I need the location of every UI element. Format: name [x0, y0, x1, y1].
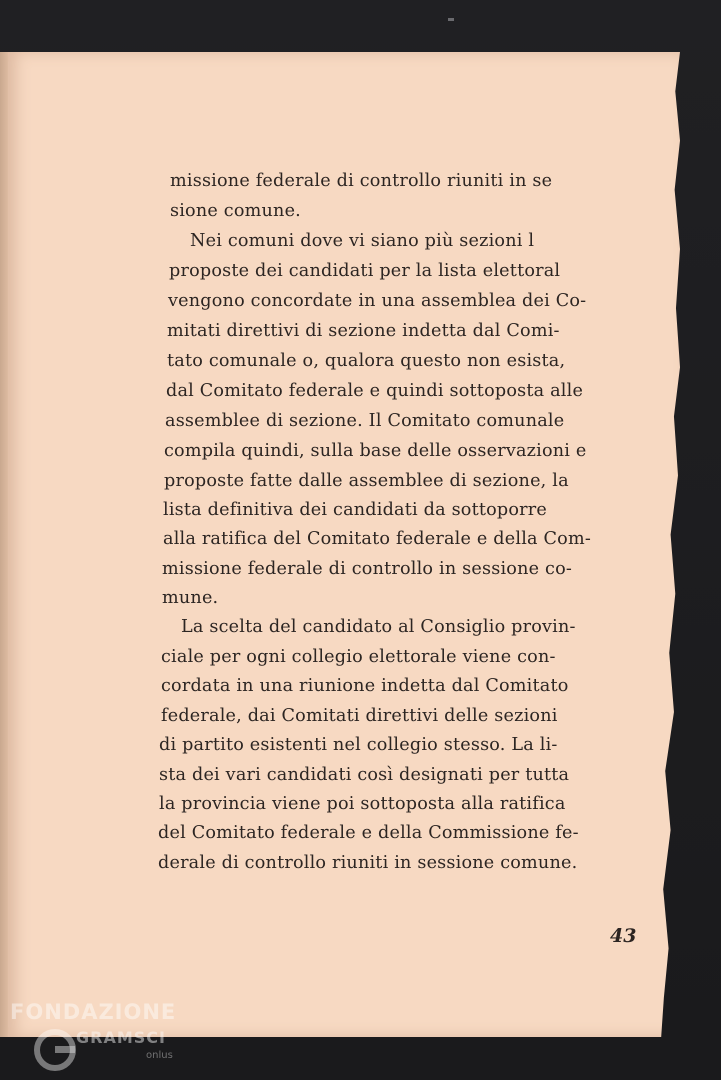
text-line: sione comune.: [170, 201, 301, 221]
page-number: 43: [610, 925, 637, 947]
text-line: la provincia viene poi sottoposta alla ratifica: [159, 794, 566, 814]
text-line: di partito esistenti nel collegio stesso. La li-: [159, 735, 558, 755]
text-line: dal Comitato federale e quindi sottoposta alle: [166, 381, 584, 401]
text-line: tato comunale o, qualora questo non esista,: [167, 351, 566, 371]
text-line: federale, dai Comitati direttivi delle sezioni: [161, 706, 558, 726]
watermark-subtitle: GRAMSCI: [76, 1028, 166, 1047]
text-line: derale di controllo riuniti in sessione comune.: [158, 853, 578, 873]
text-line: compila quindi, sulla base delle osservazioni e: [164, 441, 587, 461]
text-line: Nei comuni dove vi siano più sezioni l: [190, 231, 535, 251]
text-line: vengono concordate in una assemblea dei Co-: [168, 291, 587, 311]
watermark-title: FONDAZIONE: [10, 1000, 177, 1024]
watermark: [10, 998, 200, 1078]
scanner-mark: [448, 18, 454, 21]
text-line: proposte fatte dalle assemblee di sezione, la: [164, 471, 569, 491]
text-line: missione federale di controllo riuniti in se: [170, 171, 553, 191]
text-line: mitati direttivi di sezione indetta dal Comi-: [167, 321, 560, 341]
text-line: ciale per ogni collegio elettorale viene con-: [161, 647, 556, 667]
text-line: assemblee di sezione. Il Comitato comunale: [165, 411, 565, 431]
text-line: mune.: [162, 588, 219, 608]
text-line: sta dei vari candidati così designati per tutta: [159, 765, 570, 785]
text-line: proposte dei candidati per la lista elettoral: [169, 261, 561, 281]
text-line: alla ratifica del Comitato federale e della Com-: [163, 529, 591, 549]
text-line: missione federale di controllo in sessione co-: [162, 559, 573, 579]
text-line: La scelta del candidato al Consiglio provin-: [181, 617, 576, 637]
text-line: del Comitato federale e della Commissione fe-: [158, 823, 579, 843]
text-line: cordata in una riunione indetta dal Comitato: [161, 676, 569, 696]
gramsci-logo-icon: [28, 1020, 82, 1074]
text-line: lista definitiva dei candidati da sottoporre: [163, 500, 548, 520]
watermark-suffix: onlus: [146, 1050, 173, 1061]
